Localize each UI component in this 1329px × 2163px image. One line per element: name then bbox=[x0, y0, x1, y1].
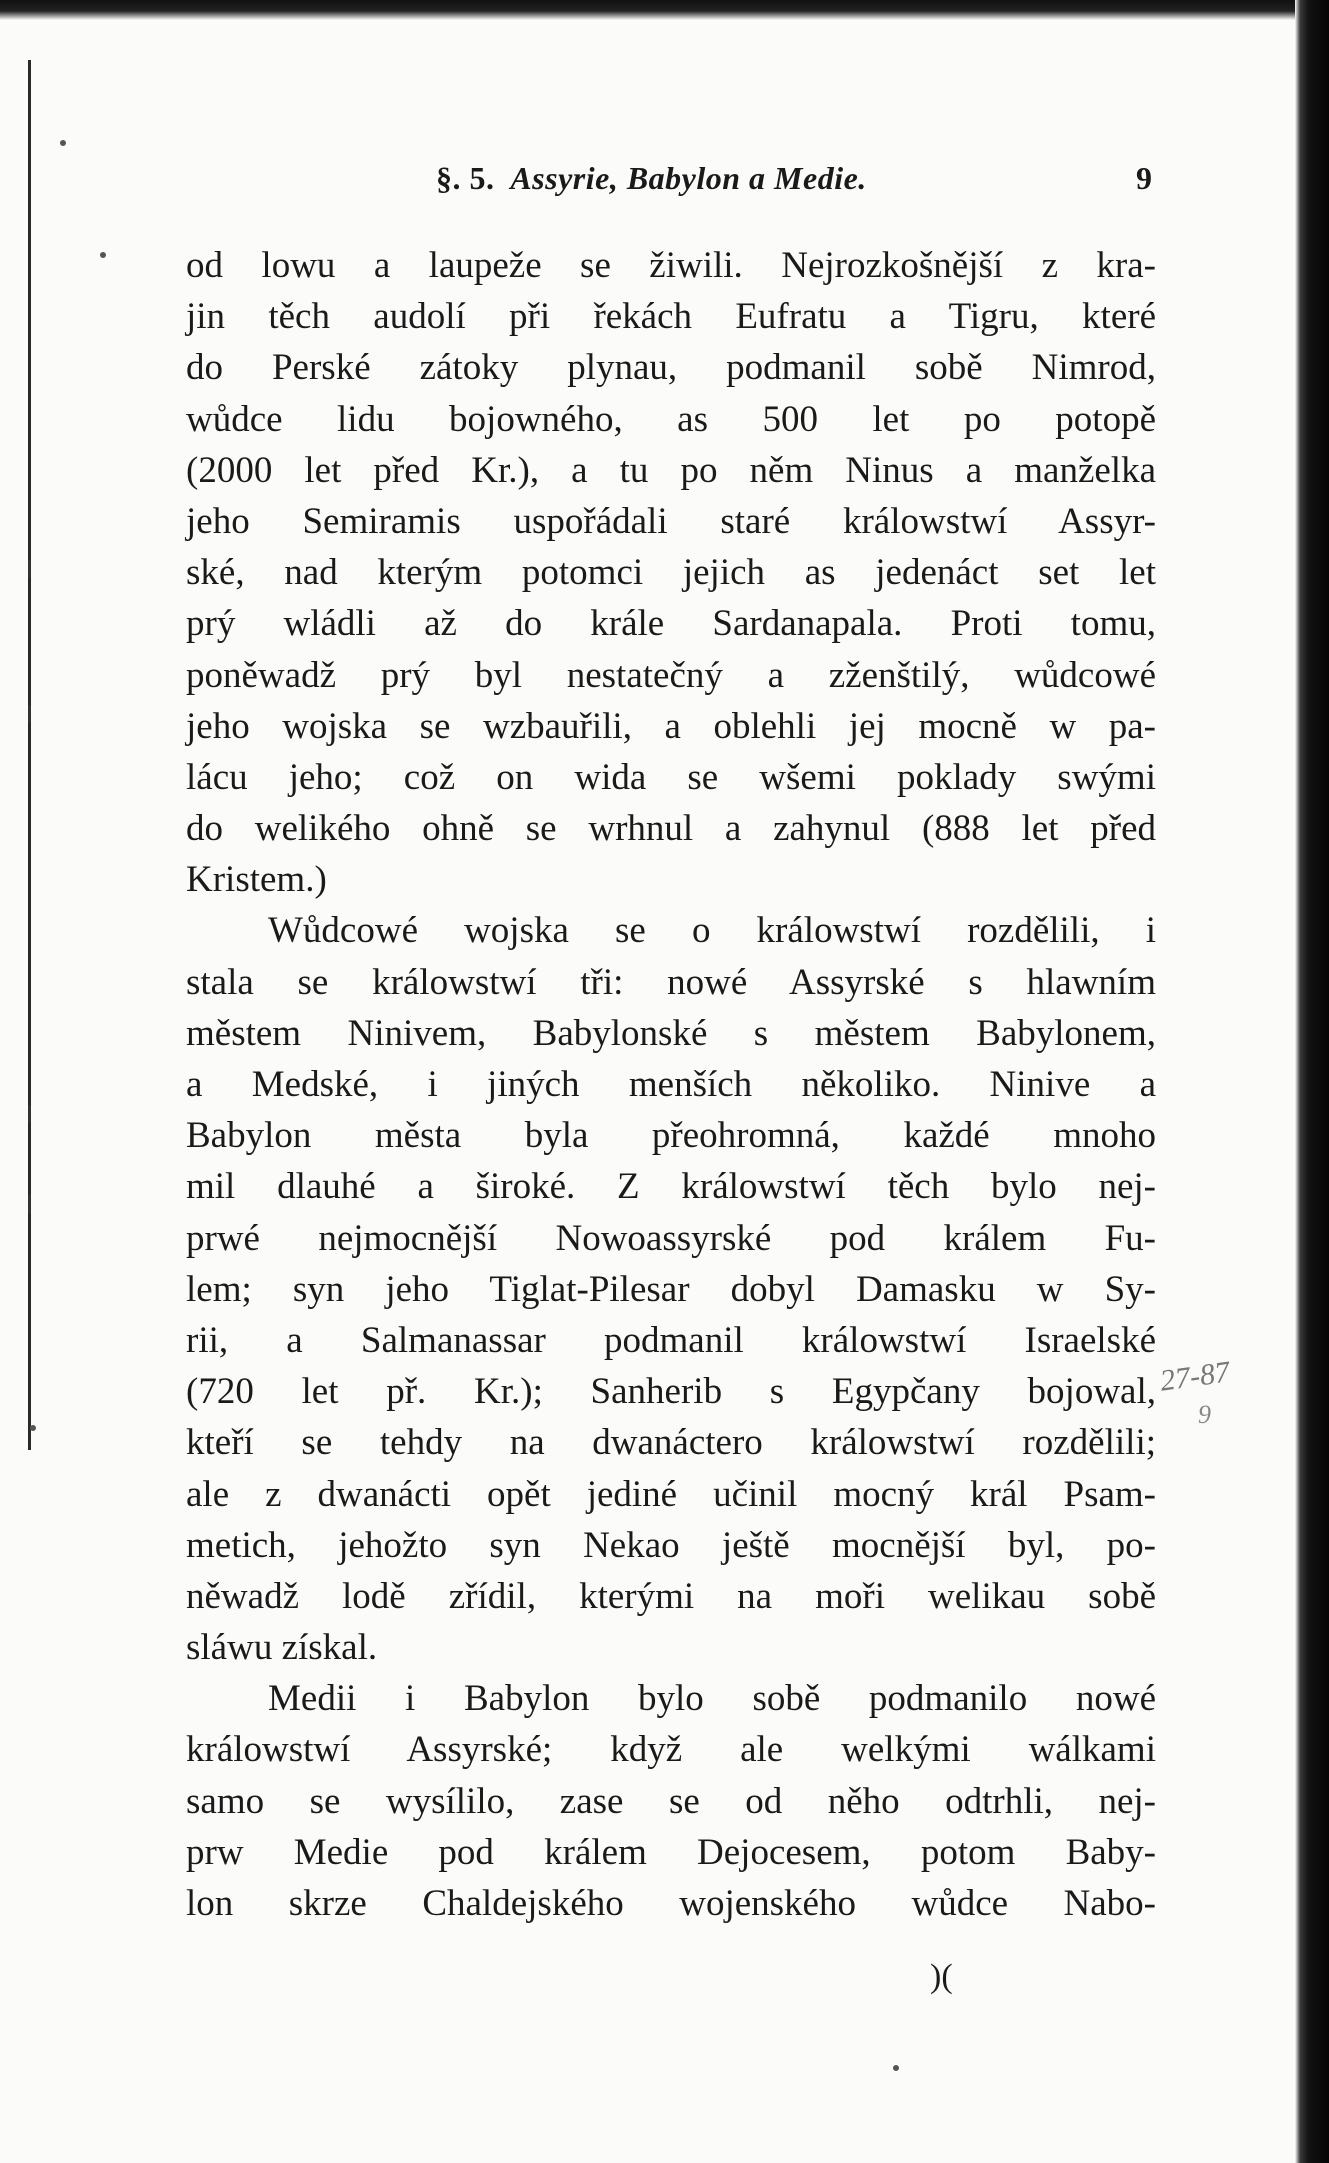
text-line: prwé nejmocnější Nowoassyrské pod králem Fu- bbox=[186, 1217, 1156, 1259]
section-number: §. 5. bbox=[436, 160, 495, 196]
binding-edge-line bbox=[28, 60, 31, 1450]
text-line: jeho wojska se wzbauřili, a oblehli jej mocně w pa- bbox=[186, 705, 1156, 747]
text-line: lem; syn jeho Tiglat-Pilesar dobyl Damasku w Sy- bbox=[186, 1268, 1156, 1310]
text-line: jeho Semiramis uspořádali staré králowstwí Assyr- bbox=[186, 500, 1156, 542]
binding-mark bbox=[28, 560, 31, 578]
scan-speck bbox=[60, 140, 66, 146]
text-line: do welikého ohně se wrhnul a zahynul (888 let před bbox=[186, 808, 1156, 850]
text-line: (2000 let před Kr.), a tu po něm Ninus a manželka bbox=[186, 449, 1156, 491]
text-line: stala se králowstwí tři: nowé Assyrské s hlawním bbox=[186, 961, 1156, 1003]
text-line: králowstwí Assyrské; když ale welkými wálkami bbox=[186, 1729, 1156, 1771]
handwritten-margin-note: 27-87 bbox=[1157, 1355, 1232, 1398]
text-line: prw Medie pod králem Dejocesem, potom Baby- bbox=[186, 1831, 1156, 1873]
page-number: 9 bbox=[1136, 160, 1152, 196]
text-line: od lowu a laupeže se žiwili. Nejrozkošnější z kra- bbox=[186, 245, 1156, 286]
printer-signature-mark: )( bbox=[930, 1958, 953, 1995]
page-header bbox=[186, 160, 1172, 204]
text-line: prý wládli až do krále Sardanapala. Proti tomu, bbox=[186, 603, 1156, 645]
text-line: ale z dwanácti opět jediné učinil mocný král Psam- bbox=[186, 1473, 1156, 1515]
text-block bbox=[186, 240, 1156, 1929]
text-line: metich, jehožto syn Nekao ještě mocnější byl, po- bbox=[186, 1524, 1156, 1566]
text-line: rii, a Salmanassar podmanil králowstwí Israelské bbox=[186, 1319, 1156, 1361]
text-line: do Perské zátoky plynau, podmanil sobě Nimrod, bbox=[186, 347, 1156, 389]
scan-speck bbox=[100, 252, 106, 258]
scan-top-edge bbox=[0, 0, 1329, 20]
binding-mark bbox=[28, 1195, 31, 1213]
text-line: mil dlauhé a široké. Z králowstwí těch bylo nej- bbox=[186, 1166, 1156, 1208]
text-line: poněwadž prý byl nestatečný a zženštilý, wůdcowé bbox=[186, 654, 1156, 696]
text-line: a Medské, i jiných menších několiko. Ninive a bbox=[186, 1064, 1156, 1105]
text-line: něwadž lodě zřídil, kterými na moři welikau sobě bbox=[186, 1575, 1156, 1617]
running-head bbox=[436, 160, 867, 197]
text-line: wůdce lidu bojowného, as 500 let po potopě bbox=[186, 398, 1156, 440]
text-line: Wůdcowé wojska se o králowstwí rozdělili, i bbox=[268, 910, 1156, 952]
text-line: lácu jeho; což on wida se wšemi poklady swými bbox=[186, 756, 1156, 798]
scan-right-edge bbox=[1295, 0, 1329, 2163]
chapter-title: Assyrie, Babylon a Medie. bbox=[510, 160, 867, 196]
text-line: městem Ninivem, Babylonské s městem Babylonem, bbox=[186, 1012, 1156, 1054]
scan-speck bbox=[893, 2065, 899, 2071]
text-line: ské, nad kterým potomci jejich as jedenáct set let bbox=[186, 552, 1156, 594]
text-line: jin těch audolí při řekách Eufratu a Tigru, které bbox=[186, 296, 1156, 338]
text-line: (720 let př. Kr.); Sanherib s Egypčany bojowal, bbox=[186, 1371, 1156, 1413]
scan-speck bbox=[30, 1425, 36, 1431]
text-line: Kristem.) bbox=[186, 859, 327, 901]
binding-mark bbox=[28, 705, 31, 723]
text-line: Babylon města byla přeohromná, každé mnoho bbox=[186, 1115, 1156, 1157]
text-line: Medii i Babylon bylo sobě podmanilo nowé bbox=[268, 1678, 1156, 1720]
text-line: kteří se tehdy na dwanáctero králowstwí rozdělili; bbox=[186, 1422, 1156, 1464]
text-line: lon skrze Chaldejského wojenského wůdce Nabo- bbox=[186, 1883, 1156, 1924]
text-line: sláwu získal. bbox=[186, 1627, 378, 1669]
text-line: samo se wysílilo, zase se od něho odtrhli, nej- bbox=[186, 1780, 1156, 1822]
binding-mark bbox=[28, 1105, 31, 1123]
handwritten-margin-note: 9 bbox=[1198, 1400, 1211, 1429]
